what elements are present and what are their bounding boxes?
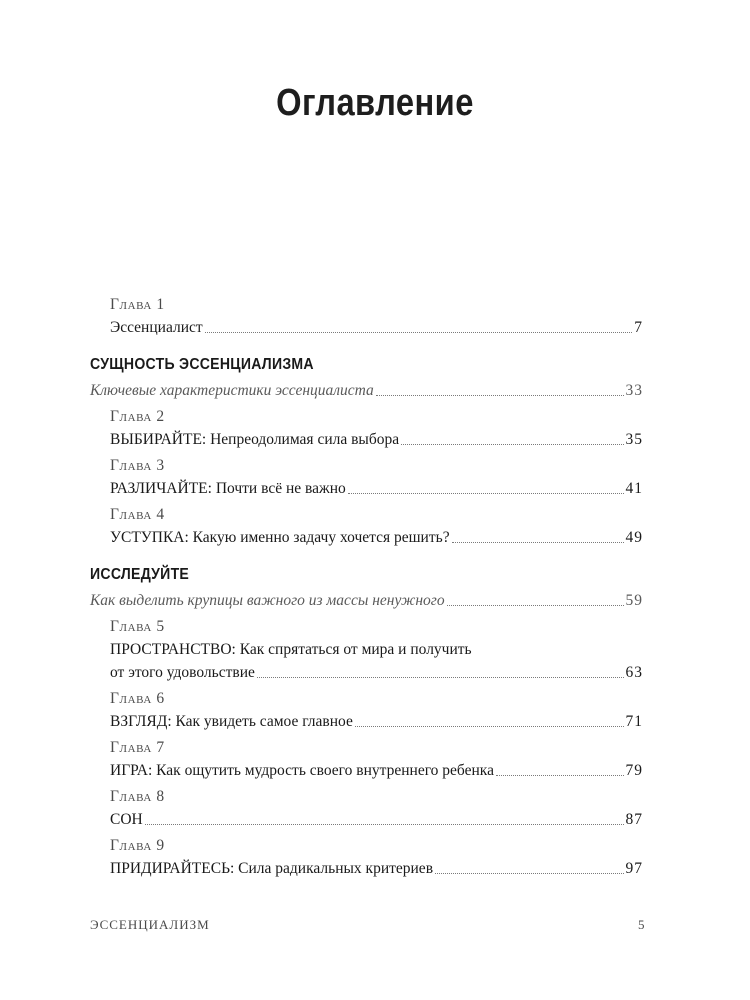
entry-title-line-1[interactable]: ПРОСТРАНСТВО: Как спрятаться от мира и получить <box>110 641 472 658</box>
chapter-label: Глава 2 <box>110 408 165 425</box>
entry-title: ВЫБИРАЙТЕ: Непреодолимая сила выбора <box>110 431 400 448</box>
entry-title: ПРИДИРАЙТЕСЬ: Сила радикальных критериев <box>110 860 434 877</box>
toc-entry[interactable] <box>110 808 643 831</box>
entry-title: РАЗЛИЧАЙТЕ: Почти всё не важно <box>110 480 346 497</box>
chapter-label: Глава 5 <box>110 618 165 635</box>
dot-leader <box>355 726 624 727</box>
toc-chapter-4 <box>110 504 643 549</box>
section-subtitle-entry[interactable] <box>90 589 643 612</box>
dot-leader <box>376 395 624 396</box>
entry-title: УСТУПКА: Какую именно задачу хочется решить? <box>110 529 450 546</box>
section-subtitle: Ключевые характеристики эссенциалиста <box>90 382 374 399</box>
entry-title: СОН <box>110 811 143 828</box>
page-number: 5 <box>638 917 645 932</box>
entry-title: ВЗГЛЯД: Как увидеть самое главное <box>110 713 353 730</box>
dot-leader <box>145 824 624 825</box>
toc-section-1 <box>90 353 643 402</box>
entry-page: 97 <box>625 860 643 877</box>
table-of-contents <box>90 290 643 880</box>
entry-page: 87 <box>625 811 643 828</box>
toc-entry[interactable] <box>110 857 643 880</box>
toc-chapter-1 <box>110 294 643 339</box>
toc-chapter-7 <box>110 737 643 782</box>
dot-leader <box>447 605 624 606</box>
chapter-label: Глава 9 <box>110 837 165 854</box>
chapter-label: Глава 6 <box>110 690 165 707</box>
entry-page: 35 <box>625 431 643 448</box>
toc-entry[interactable] <box>110 710 643 733</box>
dot-leader <box>435 873 623 874</box>
section-heading: ИССЛЕДУЙТЕ <box>90 566 190 583</box>
entry-page: 41 <box>625 480 643 497</box>
entry-title: Эссенциалист <box>110 319 203 336</box>
section-subtitle-entry[interactable] <box>90 379 643 402</box>
page-title: Оглавление <box>276 82 474 124</box>
dot-leader <box>205 332 633 333</box>
toc-section-2 <box>90 563 643 612</box>
toc-entry[interactable] <box>110 428 643 451</box>
chapter-label: Глава 8 <box>110 788 165 805</box>
running-footer-title: ЭССЕНЦИАЛИЗМ <box>90 917 210 932</box>
section-subtitle: Как выделить крупицы важного из массы ненужного <box>90 592 445 609</box>
dot-leader <box>452 542 624 543</box>
dot-leader <box>348 493 624 494</box>
chapter-label: Глава 4 <box>110 506 165 523</box>
chapter-label: Глава 3 <box>110 457 165 474</box>
dot-leader <box>496 775 624 776</box>
entry-page: 71 <box>625 713 643 730</box>
toc-chapter-8 <box>110 786 643 831</box>
entry-page: 7 <box>634 319 643 336</box>
dot-leader <box>401 444 623 445</box>
entry-page: 33 <box>625 382 643 399</box>
chapter-label: Глава 1 <box>110 296 165 313</box>
toc-chapter-3 <box>110 455 643 500</box>
entry-page: 63 <box>625 664 643 681</box>
toc-entry[interactable] <box>110 477 643 500</box>
toc-chapter-9 <box>110 835 643 880</box>
entry-page: 49 <box>625 529 643 546</box>
entry-page: 59 <box>625 592 643 609</box>
toc-chapter-5 <box>110 616 643 684</box>
toc-chapter-2 <box>110 406 643 451</box>
toc-entry[interactable] <box>110 526 643 549</box>
entry-page: 79 <box>625 762 643 779</box>
chapter-label: Глава 7 <box>110 739 165 756</box>
entry-title: ИГРА: Как ощутить мудрость своего внутреннего ребенка <box>110 762 494 779</box>
toc-entry[interactable] <box>110 661 643 684</box>
toc-entry[interactable] <box>110 759 643 782</box>
toc-entry[interactable] <box>110 316 643 339</box>
dot-leader <box>257 677 624 678</box>
entry-title-line-2: от этого удовольствие <box>110 664 255 681</box>
section-heading: СУЩНОСТЬ ЭССЕНЦИАЛИЗМА <box>90 356 314 373</box>
toc-chapter-6 <box>110 688 643 733</box>
